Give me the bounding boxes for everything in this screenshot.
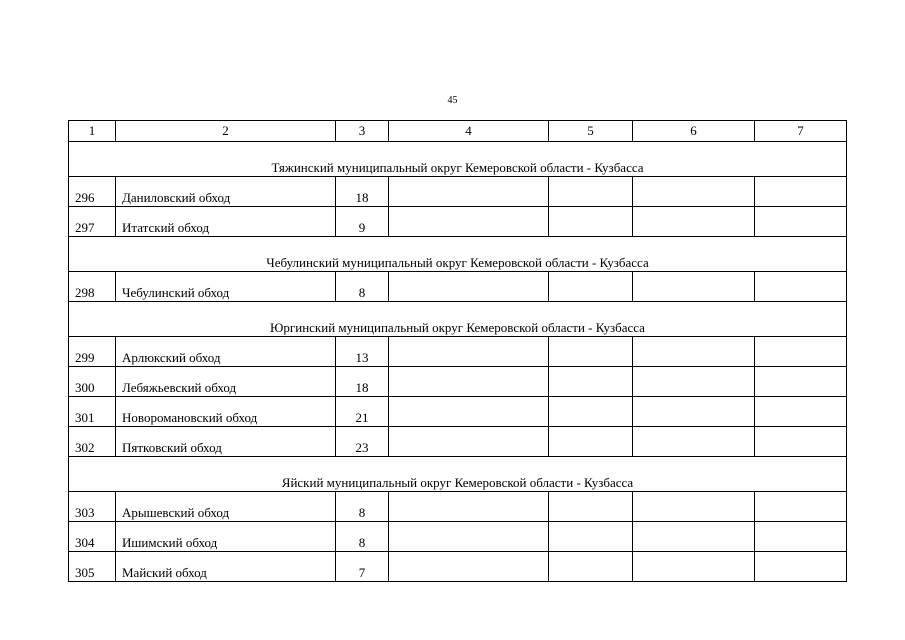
empty-cell bbox=[755, 272, 847, 302]
empty-cell bbox=[633, 427, 755, 457]
group-header-row bbox=[69, 457, 847, 492]
row-number-cell: 297 bbox=[69, 207, 116, 237]
empty-cell bbox=[549, 337, 633, 367]
row-name-cell: Пятковский обход bbox=[116, 427, 336, 457]
group-title: Юргинский муниципальный округ Кемеровской области - Кузбасса bbox=[69, 302, 847, 337]
empty-cell bbox=[389, 522, 549, 552]
row-quantity-cell: 18 bbox=[336, 177, 389, 207]
group-title: Чебулинский муниципальный округ Кемеровской области - Кузбасса bbox=[69, 237, 847, 272]
empty-cell bbox=[549, 552, 633, 582]
row-quantity-cell: 9 bbox=[336, 207, 389, 237]
row-quantity-cell: 8 bbox=[336, 272, 389, 302]
empty-cell bbox=[633, 522, 755, 552]
empty-cell bbox=[549, 177, 633, 207]
empty-cell bbox=[549, 522, 633, 552]
empty-cell bbox=[633, 272, 755, 302]
empty-cell bbox=[549, 272, 633, 302]
empty-cell bbox=[389, 427, 549, 457]
row-name-cell: Арлюкский обход bbox=[116, 337, 336, 367]
empty-cell bbox=[389, 207, 549, 237]
row-name-cell: Чебулинский обход bbox=[116, 272, 336, 302]
column-header: 7 bbox=[755, 121, 847, 142]
column-header: 4 bbox=[389, 121, 549, 142]
empty-cell bbox=[549, 367, 633, 397]
empty-cell bbox=[633, 177, 755, 207]
row-name-cell: Лебяжьевский обход bbox=[116, 367, 336, 397]
group-header-row bbox=[69, 302, 847, 337]
row-name-cell: Новоромановский обход bbox=[116, 397, 336, 427]
empty-cell bbox=[389, 367, 549, 397]
page-number: 45 bbox=[447, 95, 458, 106]
column-header: 6 bbox=[633, 121, 755, 142]
empty-cell bbox=[755, 522, 847, 552]
table-row bbox=[69, 207, 847, 237]
table-row bbox=[69, 552, 847, 582]
row-number-cell: 300 bbox=[69, 367, 116, 397]
empty-cell bbox=[633, 207, 755, 237]
table-row bbox=[69, 367, 847, 397]
data-table bbox=[68, 120, 847, 582]
table-row bbox=[69, 492, 847, 522]
empty-cell bbox=[755, 427, 847, 457]
table-row bbox=[69, 427, 847, 457]
empty-cell bbox=[633, 367, 755, 397]
row-number-cell: 304 bbox=[69, 522, 116, 552]
empty-cell bbox=[755, 177, 847, 207]
row-quantity-cell: 7 bbox=[336, 552, 389, 582]
column-header: 3 bbox=[336, 121, 389, 142]
row-number-cell: 298 bbox=[69, 272, 116, 302]
row-quantity-cell: 13 bbox=[336, 337, 389, 367]
empty-cell bbox=[755, 492, 847, 522]
empty-cell bbox=[755, 367, 847, 397]
table-row bbox=[69, 177, 847, 207]
empty-cell bbox=[633, 552, 755, 582]
group-header-row bbox=[69, 237, 847, 272]
empty-cell bbox=[549, 397, 633, 427]
header-row bbox=[69, 121, 847, 142]
empty-cell bbox=[389, 552, 549, 582]
row-quantity-cell: 8 bbox=[336, 522, 389, 552]
empty-cell bbox=[389, 177, 549, 207]
row-number-cell: 302 bbox=[69, 427, 116, 457]
empty-cell bbox=[389, 397, 549, 427]
empty-cell bbox=[549, 492, 633, 522]
empty-cell bbox=[755, 207, 847, 237]
table-row bbox=[69, 272, 847, 302]
empty-cell bbox=[633, 397, 755, 427]
group-title: Яйский муниципальный округ Кемеровской области - Кузбасса bbox=[69, 457, 847, 492]
group-title: Тяжинский муниципальный округ Кемеровской области - Кузбасса bbox=[69, 142, 847, 177]
row-name-cell: Ишимский обход bbox=[116, 522, 336, 552]
row-quantity-cell: 8 bbox=[336, 492, 389, 522]
row-quantity-cell: 23 bbox=[336, 427, 389, 457]
table-row bbox=[69, 522, 847, 552]
column-header: 5 bbox=[549, 121, 633, 142]
empty-cell bbox=[755, 397, 847, 427]
empty-cell bbox=[549, 207, 633, 237]
row-number-cell: 303 bbox=[69, 492, 116, 522]
empty-cell bbox=[389, 272, 549, 302]
empty-cell bbox=[389, 492, 549, 522]
row-number-cell: 296 bbox=[69, 177, 116, 207]
column-header: 1 bbox=[69, 121, 116, 142]
empty-cell bbox=[633, 337, 755, 367]
row-quantity-cell: 18 bbox=[336, 367, 389, 397]
empty-cell bbox=[633, 492, 755, 522]
table-row bbox=[69, 397, 847, 427]
row-name-cell: Майский обход bbox=[116, 552, 336, 582]
row-name-cell: Даниловский обход bbox=[116, 177, 336, 207]
empty-cell bbox=[389, 337, 549, 367]
empty-cell bbox=[755, 337, 847, 367]
table-row bbox=[69, 337, 847, 367]
row-number-cell: 305 bbox=[69, 552, 116, 582]
row-quantity-cell: 21 bbox=[336, 397, 389, 427]
row-number-cell: 299 bbox=[69, 337, 116, 367]
row-name-cell: Арышевский обход bbox=[116, 492, 336, 522]
empty-cell bbox=[549, 427, 633, 457]
row-name-cell: Итатский обход bbox=[116, 207, 336, 237]
empty-cell bbox=[755, 552, 847, 582]
group-header-row bbox=[69, 142, 847, 177]
row-number-cell: 301 bbox=[69, 397, 116, 427]
column-header: 2 bbox=[116, 121, 336, 142]
